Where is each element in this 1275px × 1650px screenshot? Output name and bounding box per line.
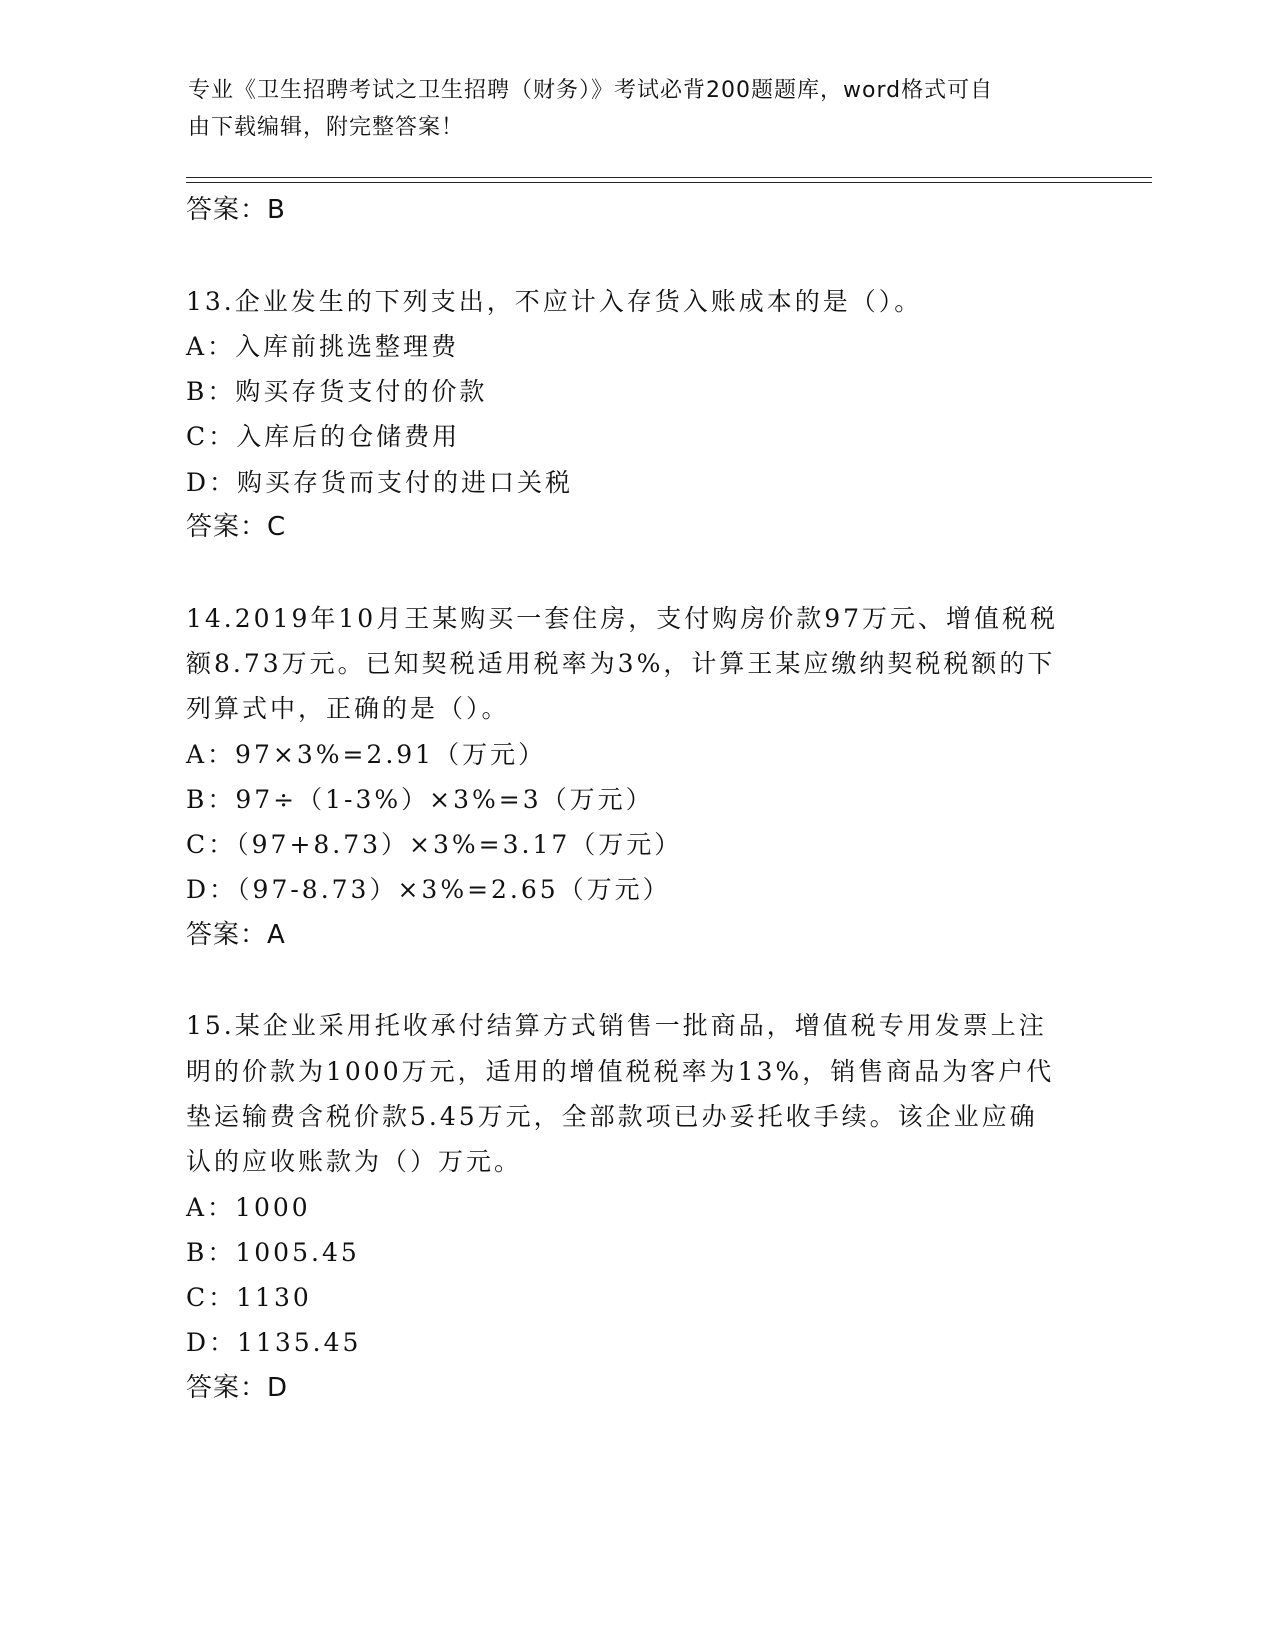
answer-line: 答案：C	[186, 512, 287, 543]
option-c: C：（97+8.73）×3%=3.17（万元）	[186, 830, 683, 860]
option-d: D：1135.45	[186, 1328, 362, 1358]
question-text: 14.2019年10月王某购买一套住房，支付购房价款97万元、增值税税	[186, 603, 1059, 633]
question-14	[186, 596, 1086, 958]
option-c: C：入库后的仓储费用	[186, 422, 461, 452]
option-a: A：入库前挑选整理费	[186, 331, 460, 361]
question-list	[186, 188, 1086, 1411]
header-line: 由下载编辑，附完整答案！	[188, 115, 465, 140]
question-text: 垫运输费含税价款5.45万元，全部款项已办妥托收手续。该企业应确	[186, 1101, 1038, 1131]
option-b: B：97÷（1-3%）×3%=3（万元）	[186, 784, 654, 814]
header-divider	[186, 182, 1152, 183]
question-text: 15.某企业采用托收承付结算方式销售一批商品，增值税专用发票上注	[186, 1011, 1047, 1041]
option-d: D：（97-8.73）×3%=2.65（万元）	[186, 875, 671, 905]
question-text: 明的价款为1000万元，适用的增值税税率为13%，销售商品为客户代	[186, 1056, 1055, 1086]
question-text: 额8.73万元。已知契税适用税率为3%，计算王某应缴纳契税税额的下	[186, 648, 1056, 678]
question-text: 列算式中，正确的是（）。	[186, 694, 510, 724]
answer-line: 答案：A	[186, 919, 286, 950]
question-13	[186, 279, 1086, 551]
header-line: 专业《卫生招聘考试之卫生招聘（财务）》考试必背200题题库，word格式可自	[188, 78, 994, 103]
question-15	[186, 1003, 1086, 1411]
option-d: D：购买存货而支付的进口关税	[186, 467, 574, 497]
header-divider	[186, 177, 1152, 178]
question-text: 13.企业发生的下列支出，不应计入存货入账成本的是（）。	[186, 286, 923, 316]
answer-line: 答案：B	[186, 195, 286, 225]
option-a: A：1000	[186, 1192, 311, 1222]
option-b: B：1005.45	[186, 1237, 360, 1267]
question-text: 认的应收账款为（）万元。	[186, 1147, 523, 1177]
option-b: B：购买存货支付的价款	[186, 377, 488, 407]
answer-line: 答案：D	[186, 1372, 289, 1403]
option-a: A：97×3%=2.91（万元）	[186, 739, 547, 769]
option-c: C：1130	[186, 1283, 312, 1313]
document-header	[188, 72, 1088, 146]
